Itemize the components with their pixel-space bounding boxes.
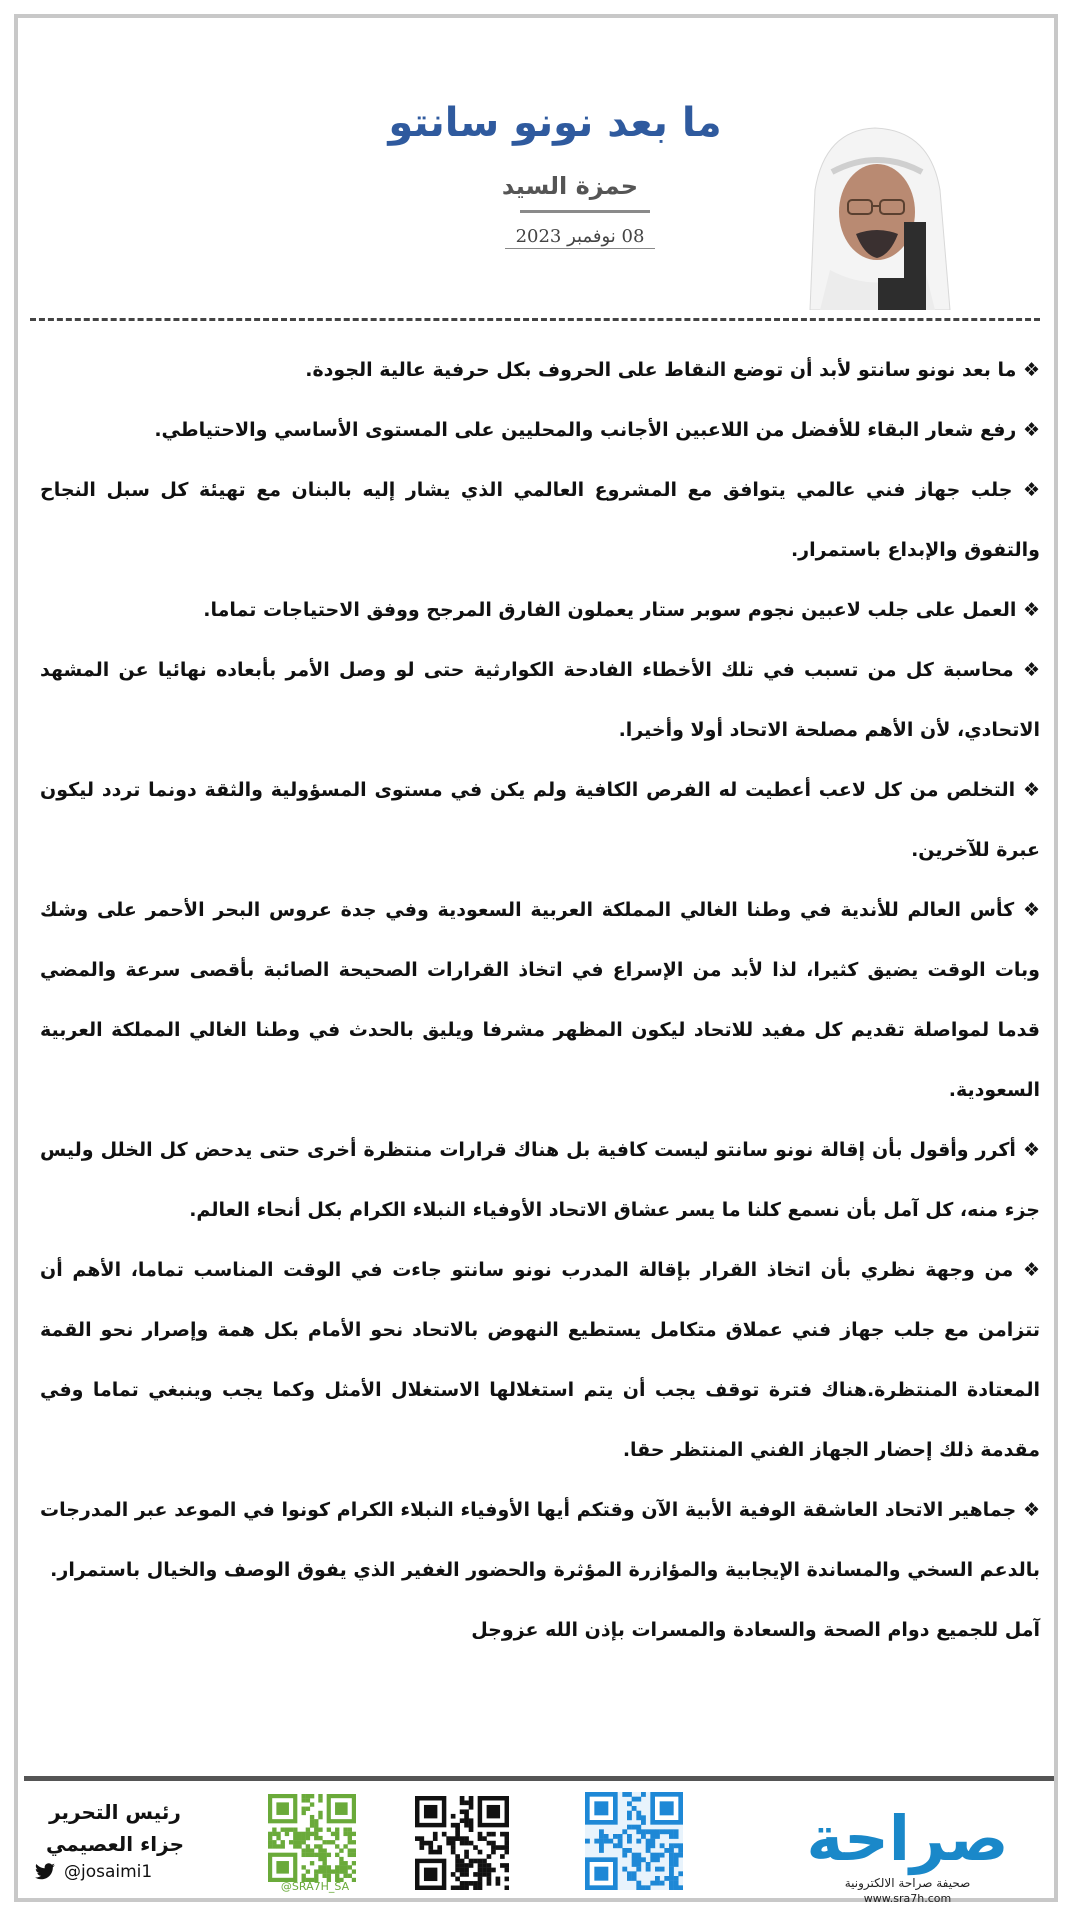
- article-title: ما بعد نونو سانتو: [388, 100, 722, 146]
- publish-date: 08 نوفمبر 2023: [515, 226, 645, 247]
- author-underline: [520, 210, 650, 213]
- article-paragraph: ❖ جماهير الاتحاد العاشقة الوفية الأبية الآن وقتكم أيها الأوفياء النبلاء الكرام كونوا في الموعد عبر المدرجات بالدعم السخي والمساندة الإيجابية والمؤازرة المؤثرة والحضور الغفير الذي يفوق الوصف والخيال باستمرار.: [40, 1499, 1040, 1581]
- qr-code-whatsapp[interactable]: [415, 1796, 509, 1890]
- article-paragraph: ❖ رفع شعار البقاء للأفضل من اللاعبين الأجانب والمحليين على المستوى الأساسي والاحتياطي.: [154, 419, 1040, 441]
- site-logo: صراحة: [806, 1802, 1009, 1875]
- twitter-link[interactable]: [34, 1862, 194, 1882]
- site-logo-subtitle: صحيفة صراحة الالكترونية: [844, 1876, 971, 1890]
- article-paragraph: ❖ أكرر وأقول بأن إقالة نونو سانتو ليست كافية بل هناك قرارات منتظرة أخرى حتى يدحض كل الخلل وليس جزء منه، كل آمل بأن نسمع كلنا ما يسر عشاق الاتحاد الأوفياء النبلاء الكرام بكل أنحاء العالم.: [40, 1139, 1040, 1221]
- article-paragraph: ❖ كأس العالم للأندية في وطنا الغالي المملكة العربية السعودية وفي جدة عروس البحر الأحمر على وشك وبات الوقت يضيق كثيرا، لذا لأبد من الإسراع في اتخاذ القرارات الصحيحة الصائبة بأقصى سرعة والمضي قدما لمواصلة تقديم كل مفيد للاتحاد ليكون المظهر مشرفا ويليق بالحدث في وطنا الغالي المملكة العربية السعودية.: [40, 899, 1040, 1101]
- editor-block: [40, 1796, 190, 1860]
- site-url: www.sra7h.com: [863, 1892, 952, 1905]
- twitter-handle: @josaimi1: [64, 1862, 153, 1882]
- article-paragraph: ❖ ما بعد نونو سانتو لأبد أن توضع النقاط على الحروف بكل حرفية عالية الجودة.: [305, 359, 1040, 381]
- qr-code-green[interactable]: [268, 1794, 356, 1882]
- author-portrait: [770, 120, 975, 310]
- article-closing: آمل للجميع دوام الصحة والسعادة والمسرات بإذن الله عزوجل: [471, 1619, 1040, 1641]
- article-paragraph: ❖ محاسبة كل من تسبب في تلك الأخطاء الفادحة الكوارثية حتى لو وصل الأمر بأبعاده نهائيا عن المشهد الاتحادي، لأن الأهم مصلحة الاتحاد أولا وأخيرا.: [40, 659, 1040, 741]
- date-underline: [505, 248, 655, 249]
- article-paragraph: ❖ العمل على جلب لاعبين نجوم سوبر ستار يعملون الفارق المرجح ووفق الاحتياجات تماما.: [203, 599, 1040, 621]
- header-divider: [30, 318, 1040, 321]
- article-paragraph: ❖ التخلص من كل لاعب أعطيت له الفرص الكافية ولم يكن في مستوى المسؤولية والثقة دونما تردد ليكون عبرة للآخرين.: [40, 779, 1040, 861]
- footer-divider: [24, 1776, 1054, 1781]
- article-body: [40, 340, 1040, 1660]
- article-paragraph: ❖ جلب جهاز فني عالمي يتوافق مع المشروع العالمي الذي يشار إليه بالبنان مع تهيئة كل سبل النجاح والتفوق والإبداع باستمرار.: [40, 479, 1040, 561]
- twitter-bird-icon: [34, 1863, 56, 1881]
- qr-social-handle: @SRA7H_SA: [280, 1880, 350, 1893]
- qr-code-blue[interactable]: [585, 1792, 683, 1890]
- editor-name: جزاء العصيمي: [45, 1832, 185, 1856]
- author-name: حمزة السيد: [501, 172, 639, 200]
- article-paragraph: ❖ من وجهة نظري بأن اتخاذ القرار بإقالة المدرب نونو سانتو جاءت في الوقت المناسب تماما، الأهم أن تتزامن مع جلب جهاز فني عملاق متكامل يستطيع النهوض بالاتحاد نحو الأمام بكل همة وإصرار نحو القمة المعتادة المنتظرة.هناك فترة توقف يجب أن يتم استغلالها الاستغلال الأمثل وكما يجب وينبغي تماما وفي مقدمة ذلك إحضار الجهاز الفني المنتظر حقا.: [40, 1259, 1040, 1461]
- editor-title: رئيس التحرير: [49, 1800, 181, 1824]
